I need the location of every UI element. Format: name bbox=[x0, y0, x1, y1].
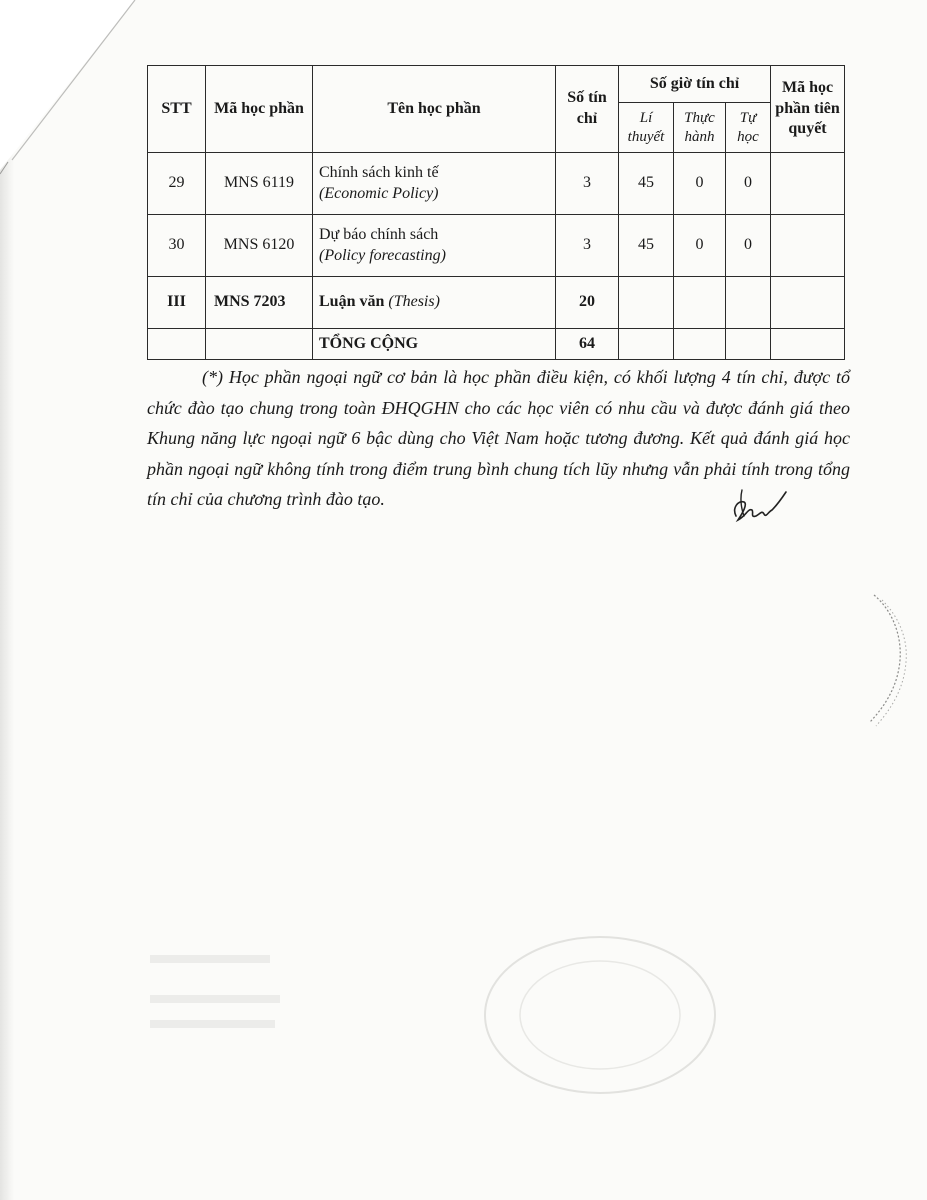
row-prerequisite bbox=[771, 153, 845, 215]
table-row bbox=[148, 153, 845, 215]
total-credits: 64 bbox=[556, 329, 619, 360]
course-name-vi: Chính sách kinh tế bbox=[319, 163, 439, 181]
table-row bbox=[148, 215, 845, 277]
header-stt: STT bbox=[148, 66, 206, 153]
faded-stamp-mark bbox=[475, 930, 725, 1100]
course-name-en: (Economic Policy) bbox=[319, 184, 439, 202]
thesis-name-en: (Thesis) bbox=[388, 293, 440, 311]
course-name-en: (Policy forecasting) bbox=[319, 246, 446, 264]
thesis-name bbox=[313, 277, 556, 329]
row-code: MNS 6120 bbox=[206, 215, 313, 277]
header-theory: Lí thuyết bbox=[619, 103, 674, 153]
row-self-study: 0 bbox=[726, 215, 771, 277]
total-row bbox=[148, 329, 845, 360]
thesis-code: MNS 7203 bbox=[206, 277, 313, 329]
total-label: TỔNG CỘNG bbox=[313, 329, 556, 360]
header-credit-hours: Số giờ tín chỉ bbox=[619, 66, 771, 103]
header-prerequisite: Mã học phần tiên quyết bbox=[771, 66, 845, 153]
header-credits: Số tín chỉ bbox=[556, 66, 619, 153]
initials-signature bbox=[728, 486, 790, 528]
row-credits: 3 bbox=[556, 153, 619, 215]
thesis-credits: 20 bbox=[556, 277, 619, 329]
header-course-name: Tên học phần bbox=[313, 66, 556, 153]
row-theory: 45 bbox=[619, 215, 674, 277]
footnote-text: (*) Học phần ngoại ngữ cơ bản là học phần điều kiện, có khối lượng 4 tín chỉ, được tổ chức đào tạo chung trong toàn ĐHQGHN cho các học viên có nhu cầu và được đánh giá theo Khung năng lực ngoại ngữ 6 bậc dùng cho Việt Nam hoặc tương đương. Kết quả đánh giá học phần ngoại ngữ không tính trong điểm trung bình chung tích lũy nhưng vẫn phải tính trong tổng tín chỉ của chương trình đào tạo. bbox=[147, 367, 850, 509]
row-practice: 0 bbox=[674, 215, 726, 277]
row-credits: 3 bbox=[556, 215, 619, 277]
thesis-name-vi: Luận văn bbox=[319, 293, 385, 311]
thesis-row bbox=[148, 277, 845, 329]
header-course-code: Mã học phần bbox=[206, 66, 313, 153]
row-code: MNS 6119 bbox=[206, 153, 313, 215]
header-practice: Thực hành bbox=[674, 103, 726, 153]
row-prerequisite bbox=[771, 215, 845, 277]
course-name-vi: Dự báo chính sách bbox=[319, 225, 439, 243]
row-practice: 0 bbox=[674, 153, 726, 215]
row-stt: 29 bbox=[148, 153, 206, 215]
row-theory: 45 bbox=[619, 153, 674, 215]
thesis-stt: III bbox=[148, 277, 206, 329]
header-self-study: Tự học bbox=[726, 103, 771, 153]
curriculum-table bbox=[147, 65, 845, 360]
row-course-name bbox=[313, 153, 556, 215]
row-stt: 30 bbox=[148, 215, 206, 277]
row-self-study: 0 bbox=[726, 153, 771, 215]
row-course-name bbox=[313, 215, 556, 277]
stamp-edge-mark bbox=[862, 590, 912, 730]
